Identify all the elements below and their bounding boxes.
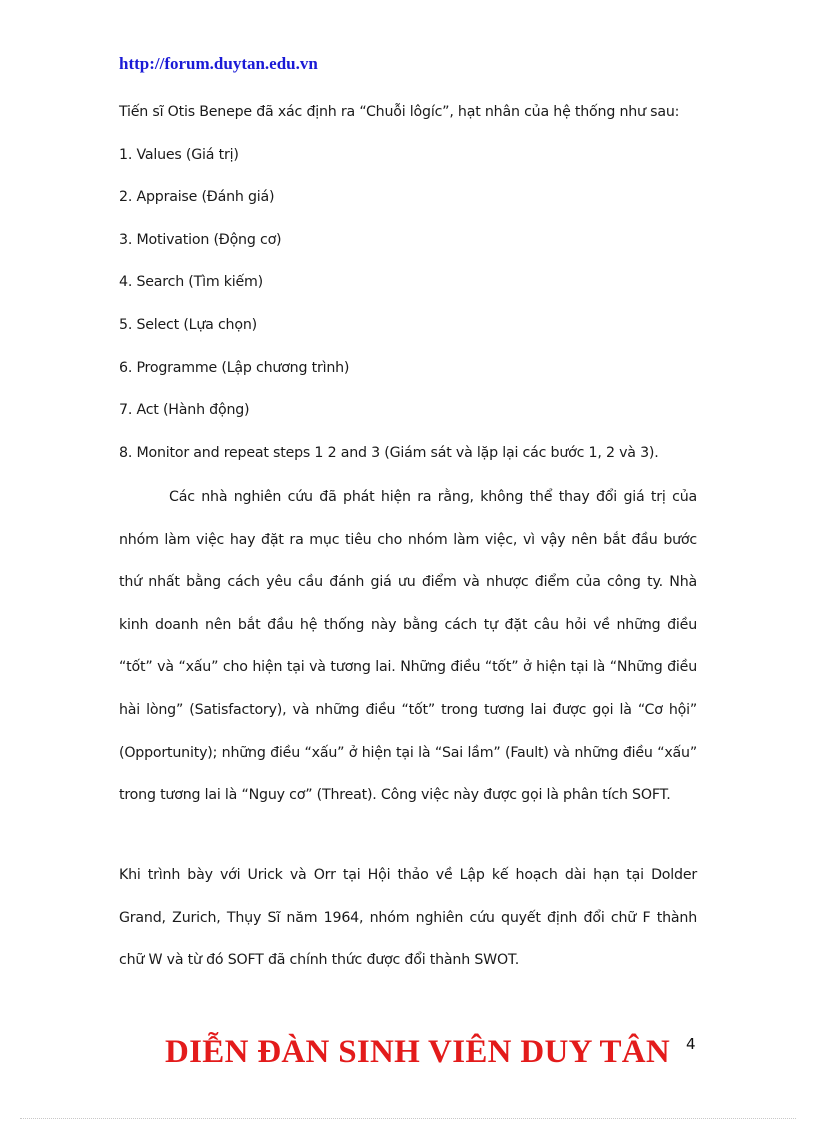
- step-item: 7. Act (Hành động): [119, 402, 250, 418]
- page-number: 4: [686, 1035, 696, 1053]
- step-item: 3. Motivation (Động cơ): [119, 232, 282, 248]
- intro-sentence: Tiến sĩ Otis Benepe đã xác định ra “Chuỗi lôgíc”, hạt nhân của hệ thống như sau:: [119, 104, 680, 120]
- footer-divider: [20, 1118, 796, 1119]
- step-item: 2. Appraise (Đánh giá): [119, 189, 275, 205]
- forum-url-link[interactable]: http://forum.duytan.edu.vn: [119, 54, 318, 73]
- step-item: 5. Select (Lựa chọn): [119, 317, 257, 333]
- step-item: 4. Search (Tìm kiếm): [119, 274, 264, 290]
- step-item: 1. Values (Giá trị): [119, 147, 239, 163]
- step-item: 6. Programme (Lập chương trình): [119, 360, 350, 376]
- step-item: 8. Monitor and repeat steps 1 2 and 3 (Giám sát và lặp lại các bước 1, 2 và 3).: [119, 445, 659, 461]
- footer-forum-title: DIỄN ĐÀN SINH VIÊN DUY TÂN: [165, 1034, 671, 1070]
- paragraph-soft-analysis: Các nhà nghiên cứu đã phát hiện ra rằng, không thể thay đổi giá trị của nhóm làm việc hay đặt ra mục tiêu cho nhóm làm việc, vì vậy nên bắt đầu bước thứ nhất bằng cách yêu cầu đánh giá ưu điểm và nhược điểm của công ty. Nhà kinh doanh nên bắt đầu hệ thống này bằng cách tự đặt câu hỏi về những điều “tốt” và “xấu” cho hiện tại và tương lai. Những điều “tốt” ở hiện tại là “Những điều hài lòng” (Satisfactory), và những điều “tốt” trong tương lai được gọi là “Cơ hội” (Opportunity); những điều “xấu” ở hiện tại là “Sai lầm” (Fault) và những điều “xấu” trong tương lai là “Nguy cơ” (Threat). Công việc này được gọi là phân tích SOFT.: [119, 489, 697, 804]
- paragraph-swot-origin: Khi trình bày với Urick và Orr tại Hội thảo về Lập kế hoạch dài hạn tại Dolder Grand, Zurich, Thụy Sĩ năm 1964, nhóm nghiên cứu quyết định đổi chữ F thành chữ W và từ đó SOFT đã chính thức được đổi thành SWOT.: [119, 867, 697, 969]
